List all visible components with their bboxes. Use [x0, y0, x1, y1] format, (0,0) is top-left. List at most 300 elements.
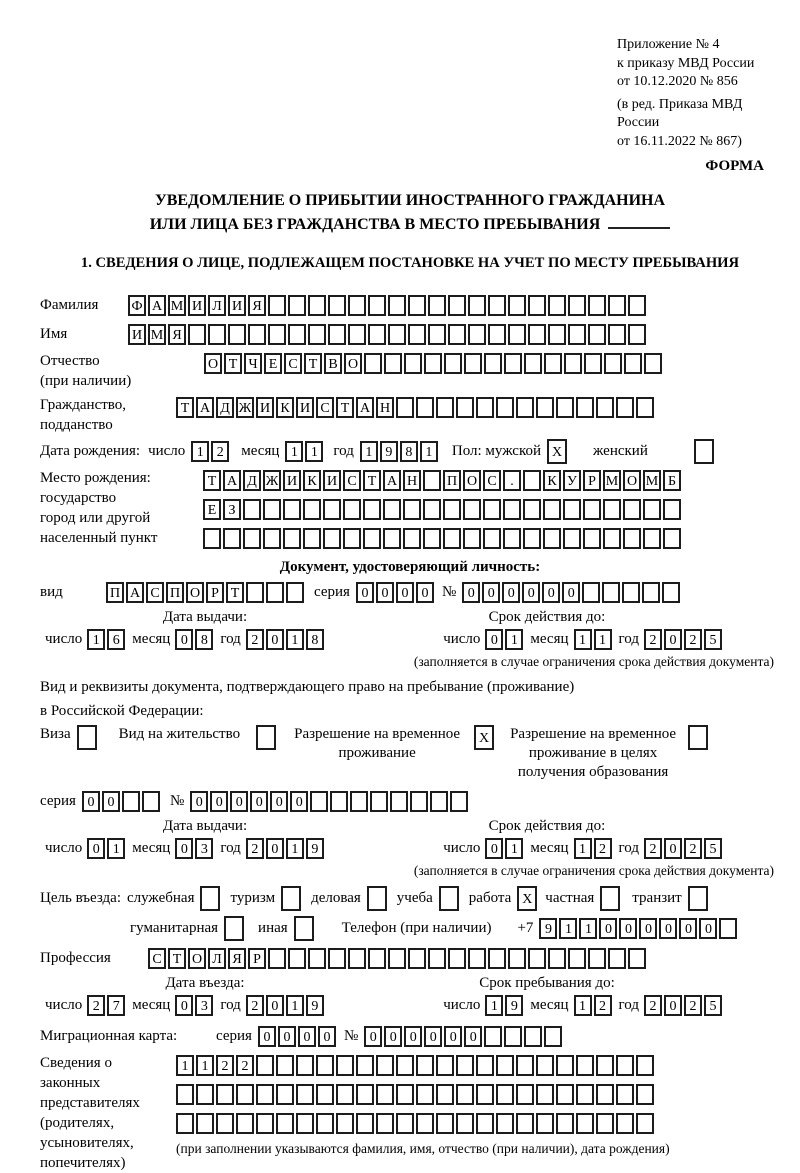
form-cell[interactable] — [603, 499, 621, 520]
form-cell[interactable]: 2 — [684, 838, 702, 859]
form-cell[interactable]: Р — [248, 948, 266, 969]
form-cell[interactable]: И — [256, 397, 274, 418]
form-cell[interactable] — [536, 1113, 554, 1134]
form-cell[interactable]: 1 — [579, 918, 597, 939]
form-cell[interactable] — [556, 397, 574, 418]
form-cell[interactable]: Т — [168, 948, 186, 969]
form-cell[interactable] — [388, 948, 406, 969]
form-cell[interactable]: 1 — [87, 629, 105, 650]
form-cell[interactable] — [296, 1055, 314, 1076]
form-cell[interactable] — [423, 528, 441, 549]
form-cell[interactable] — [356, 1113, 374, 1134]
form-cell[interactable] — [376, 1084, 394, 1105]
form-cell[interactable] — [323, 499, 341, 520]
form-cell[interactable]: 0 — [175, 629, 193, 650]
form-cell[interactable]: С — [343, 470, 361, 491]
form-cell[interactable] — [548, 948, 566, 969]
form-cell[interactable] — [548, 295, 566, 316]
form-cell[interactable] — [608, 948, 626, 969]
form-cell[interactable]: К — [276, 397, 294, 418]
form-cell[interactable] — [404, 353, 422, 374]
form-cell[interactable]: 0 — [230, 791, 248, 812]
form-cell[interactable]: 5 — [704, 629, 722, 650]
form-cell[interactable]: 0 — [416, 582, 434, 603]
form-cell[interactable]: 0 — [250, 791, 268, 812]
form-cell[interactable] — [203, 528, 221, 549]
form-cell[interactable]: А — [383, 470, 401, 491]
form-cell[interactable] — [416, 397, 434, 418]
form-cell[interactable] — [296, 1084, 314, 1105]
form-cell[interactable]: Д — [216, 397, 234, 418]
form-cell[interactable] — [308, 324, 326, 345]
form-cell[interactable] — [568, 948, 586, 969]
form-cell[interactable] — [416, 1055, 434, 1076]
form-cell[interactable] — [556, 1055, 574, 1076]
form-cell[interactable] — [488, 324, 506, 345]
form-cell[interactable]: 0 — [424, 1026, 442, 1047]
form-cell[interactable]: Ж — [236, 397, 254, 418]
form-cell[interactable]: О — [344, 353, 362, 374]
form-cell[interactable] — [323, 528, 341, 549]
form-cell[interactable] — [430, 791, 448, 812]
form-cell[interactable]: 9 — [505, 995, 523, 1016]
form-cell[interactable]: 1 — [286, 629, 304, 650]
form-cell[interactable] — [476, 1084, 494, 1105]
form-cell[interactable]: 0 — [258, 1026, 276, 1047]
form-cell[interactable] — [616, 397, 634, 418]
form-cell[interactable] — [416, 1113, 434, 1134]
form-cell[interactable]: П — [166, 582, 184, 603]
form-cell[interactable]: 2 — [246, 629, 264, 650]
form-cell[interactable] — [602, 582, 620, 603]
form-cell[interactable] — [316, 1084, 334, 1105]
form-cell[interactable]: 0 — [266, 629, 284, 650]
form-cell[interactable]: 0 — [266, 838, 284, 859]
form-cell[interactable]: И — [296, 397, 314, 418]
form-cell[interactable] — [368, 948, 386, 969]
form-cell[interactable] — [256, 1113, 274, 1134]
form-cell[interactable]: 2 — [246, 995, 264, 1016]
form-cell[interactable]: 0 — [210, 791, 228, 812]
form-cell[interactable]: 0 — [464, 1026, 482, 1047]
form-cell[interactable]: 0 — [290, 791, 308, 812]
form-cell[interactable] — [336, 1113, 354, 1134]
form-cell[interactable]: 2 — [246, 838, 264, 859]
form-cell[interactable]: 0 — [175, 838, 193, 859]
form-cell[interactable] — [516, 397, 534, 418]
form-cell[interactable] — [228, 324, 246, 345]
form-cell[interactable] — [436, 397, 454, 418]
form-cell[interactable] — [288, 948, 306, 969]
form-cell[interactable] — [476, 1113, 494, 1134]
form-cell[interactable]: 0 — [542, 582, 560, 603]
form-cell[interactable] — [616, 1113, 634, 1134]
form-cell[interactable] — [628, 324, 646, 345]
form-cell[interactable] — [576, 1084, 594, 1105]
form-cell[interactable]: 2 — [236, 1055, 254, 1076]
form-cell[interactable]: Т — [203, 470, 221, 491]
form-cell[interactable] — [504, 353, 522, 374]
form-cell[interactable] — [348, 295, 366, 316]
form-cell[interactable]: 1 — [286, 995, 304, 1016]
form-cell[interactable] — [484, 1026, 502, 1047]
form-cell[interactable] — [523, 528, 541, 549]
form-cell[interactable]: 0 — [87, 838, 105, 859]
form-cell[interactable]: Я — [248, 295, 266, 316]
form-cell[interactable] — [216, 1113, 234, 1134]
form-cell[interactable] — [616, 1084, 634, 1105]
form-cell[interactable]: Л — [208, 295, 226, 316]
form-cell[interactable] — [524, 1026, 542, 1047]
form-cell[interactable]: 0 — [522, 582, 540, 603]
form-cell[interactable]: 0 — [485, 838, 503, 859]
form-cell[interactable]: 1 — [107, 838, 125, 859]
form-cell[interactable] — [410, 791, 428, 812]
form-cell[interactable] — [448, 948, 466, 969]
form-cell[interactable]: 1 — [574, 629, 592, 650]
form-cell[interactable]: И — [323, 470, 341, 491]
form-cell[interactable]: С — [483, 470, 501, 491]
form-cell[interactable]: Я — [168, 324, 186, 345]
form-cell[interactable] — [424, 353, 442, 374]
form-cell[interactable] — [303, 499, 321, 520]
form-cell[interactable]: 0 — [298, 1026, 316, 1047]
form-cell[interactable]: И — [228, 295, 246, 316]
form-cell[interactable] — [268, 324, 286, 345]
form-cell[interactable]: 1 — [594, 629, 612, 650]
form-cell[interactable] — [448, 295, 466, 316]
form-cell[interactable] — [348, 948, 366, 969]
form-cell[interactable] — [303, 528, 321, 549]
form-cell[interactable] — [281, 886, 301, 911]
form-cell[interactable] — [236, 1113, 254, 1134]
form-cell[interactable] — [544, 353, 562, 374]
form-cell[interactable]: 0 — [102, 791, 120, 812]
form-cell[interactable] — [356, 1055, 374, 1076]
form-cell[interactable]: М — [168, 295, 186, 316]
form-cell[interactable] — [294, 916, 314, 941]
form-cell[interactable] — [444, 353, 462, 374]
form-cell[interactable]: 3 — [195, 995, 213, 1016]
form-cell[interactable] — [476, 397, 494, 418]
form-cell[interactable] — [77, 725, 97, 750]
form-cell[interactable] — [403, 499, 421, 520]
form-cell[interactable] — [616, 1055, 634, 1076]
form-cell[interactable]: 5 — [704, 995, 722, 1016]
form-cell[interactable]: Т — [304, 353, 322, 374]
form-cell[interactable]: С — [148, 948, 166, 969]
form-cell[interactable]: 2 — [216, 1055, 234, 1076]
form-cell[interactable] — [256, 1055, 274, 1076]
form-cell[interactable]: 0 — [462, 582, 480, 603]
form-cell[interactable] — [536, 1055, 554, 1076]
form-cell[interactable] — [582, 582, 600, 603]
form-cell[interactable]: П — [106, 582, 124, 603]
form-cell[interactable]: 0 — [278, 1026, 296, 1047]
form-cell[interactable] — [316, 1055, 334, 1076]
form-cell[interactable]: 1 — [574, 995, 592, 1016]
form-cell[interactable]: 0 — [482, 582, 500, 603]
form-cell[interactable] — [596, 1113, 614, 1134]
form-cell[interactable] — [328, 948, 346, 969]
form-cell[interactable] — [568, 295, 586, 316]
form-cell[interactable] — [588, 324, 606, 345]
form-cell[interactable] — [642, 582, 660, 603]
form-cell[interactable]: Ч — [244, 353, 262, 374]
form-cell[interactable]: 0 — [664, 995, 682, 1016]
form-cell[interactable] — [564, 353, 582, 374]
form-cell[interactable]: 0 — [364, 1026, 382, 1047]
form-cell[interactable] — [600, 886, 620, 911]
form-cell[interactable]: 2 — [644, 838, 662, 859]
form-cell[interactable]: М — [603, 470, 621, 491]
form-cell[interactable]: 9 — [539, 918, 557, 939]
form-cell[interactable]: 0 — [404, 1026, 422, 1047]
form-cell[interactable] — [330, 791, 348, 812]
form-cell[interactable]: 0 — [659, 918, 677, 939]
form-cell[interactable] — [636, 1084, 654, 1105]
form-cell[interactable] — [603, 528, 621, 549]
form-cell[interactable] — [428, 295, 446, 316]
form-cell[interactable]: 0 — [699, 918, 717, 939]
form-cell[interactable] — [524, 353, 542, 374]
form-cell[interactable] — [608, 295, 626, 316]
form-cell[interactable]: 1 — [176, 1055, 194, 1076]
form-cell[interactable] — [516, 1084, 534, 1105]
form-cell[interactable] — [588, 948, 606, 969]
form-cell[interactable]: 1 — [196, 1055, 214, 1076]
form-cell[interactable] — [122, 791, 140, 812]
form-cell[interactable]: 0 — [664, 629, 682, 650]
form-cell[interactable] — [496, 1084, 514, 1105]
form-cell[interactable] — [583, 528, 601, 549]
form-cell[interactable] — [483, 528, 501, 549]
form-cell[interactable]: М — [148, 324, 166, 345]
form-cell[interactable] — [356, 1084, 374, 1105]
form-cell[interactable] — [544, 1026, 562, 1047]
form-cell[interactable]: . — [503, 470, 521, 491]
form-cell[interactable]: 2 — [594, 838, 612, 859]
form-cell[interactable] — [288, 324, 306, 345]
form-cell[interactable] — [266, 582, 284, 603]
form-cell[interactable] — [456, 397, 474, 418]
form-cell[interactable] — [388, 295, 406, 316]
form-cell[interactable] — [363, 528, 381, 549]
form-cell[interactable] — [604, 353, 622, 374]
form-cell[interactable] — [276, 1113, 294, 1134]
form-cell[interactable]: 1 — [191, 441, 209, 462]
form-cell[interactable] — [423, 470, 441, 491]
form-cell[interactable] — [523, 470, 541, 491]
form-cell[interactable]: К — [303, 470, 321, 491]
form-cell[interactable]: З — [223, 499, 241, 520]
form-cell[interactable] — [516, 1113, 534, 1134]
form-cell[interactable]: 0 — [639, 918, 657, 939]
form-cell[interactable] — [176, 1113, 194, 1134]
form-cell[interactable] — [388, 324, 406, 345]
form-cell[interactable]: 1 — [505, 838, 523, 859]
form-cell[interactable]: Т — [363, 470, 381, 491]
form-cell[interactable]: Т — [336, 397, 354, 418]
form-cell[interactable] — [256, 1084, 274, 1105]
form-cell[interactable] — [556, 1084, 574, 1105]
form-cell[interactable] — [256, 725, 276, 750]
form-cell[interactable] — [576, 1055, 594, 1076]
form-cell[interactable] — [246, 582, 264, 603]
form-cell[interactable]: Н — [403, 470, 421, 491]
form-cell[interactable] — [286, 582, 304, 603]
form-cell[interactable] — [223, 528, 241, 549]
form-cell[interactable]: X — [474, 725, 494, 750]
form-cell[interactable] — [288, 295, 306, 316]
form-cell[interactable]: 9 — [380, 441, 398, 462]
form-cell[interactable]: И — [128, 324, 146, 345]
form-cell[interactable] — [396, 1055, 414, 1076]
form-cell[interactable]: Д — [243, 470, 261, 491]
form-cell[interactable]: 0 — [356, 582, 374, 603]
form-cell[interactable] — [596, 1055, 614, 1076]
form-cell[interactable]: П — [443, 470, 461, 491]
form-cell[interactable]: 0 — [270, 791, 288, 812]
form-cell[interactable]: О — [623, 470, 641, 491]
form-cell[interactable] — [644, 353, 662, 374]
form-cell[interactable] — [236, 1084, 254, 1105]
form-cell[interactable]: О — [204, 353, 222, 374]
form-cell[interactable]: 0 — [396, 582, 414, 603]
form-cell[interactable]: Е — [264, 353, 282, 374]
form-cell[interactable] — [688, 725, 708, 750]
form-cell[interactable] — [622, 582, 640, 603]
form-cell[interactable]: 9 — [306, 995, 324, 1016]
form-cell[interactable] — [370, 791, 388, 812]
form-cell[interactable] — [224, 916, 244, 941]
form-cell[interactable] — [516, 1055, 534, 1076]
form-cell[interactable] — [536, 1084, 554, 1105]
form-cell[interactable]: 0 — [318, 1026, 336, 1047]
form-cell[interactable] — [376, 1113, 394, 1134]
form-cell[interactable]: И — [283, 470, 301, 491]
form-cell[interactable]: Р — [206, 582, 224, 603]
form-cell[interactable] — [216, 1084, 234, 1105]
form-cell[interactable] — [464, 353, 482, 374]
form-cell[interactable] — [628, 948, 646, 969]
form-cell[interactable]: X — [547, 439, 567, 464]
form-cell[interactable]: О — [188, 948, 206, 969]
form-cell[interactable] — [643, 528, 661, 549]
form-cell[interactable] — [316, 1113, 334, 1134]
form-cell[interactable] — [543, 499, 561, 520]
form-cell[interactable]: Ж — [263, 470, 281, 491]
form-cell[interactable]: 1 — [559, 918, 577, 939]
form-cell[interactable] — [276, 1055, 294, 1076]
form-cell[interactable]: К — [543, 470, 561, 491]
form-cell[interactable] — [628, 295, 646, 316]
form-cell[interactable] — [596, 397, 614, 418]
form-cell[interactable] — [508, 324, 526, 345]
form-cell[interactable] — [536, 397, 554, 418]
form-cell[interactable]: О — [463, 470, 481, 491]
form-cell[interactable] — [563, 528, 581, 549]
form-cell[interactable] — [263, 499, 281, 520]
form-cell[interactable] — [368, 324, 386, 345]
form-cell[interactable]: 0 — [384, 1026, 402, 1047]
form-cell[interactable]: 2 — [87, 995, 105, 1016]
form-cell[interactable]: 6 — [107, 629, 125, 650]
form-cell[interactable] — [488, 295, 506, 316]
form-cell[interactable] — [503, 499, 521, 520]
form-cell[interactable] — [283, 528, 301, 549]
form-cell[interactable] — [662, 582, 680, 603]
form-cell[interactable]: Т — [224, 353, 242, 374]
form-cell[interactable]: Р — [583, 470, 601, 491]
form-cell[interactable] — [576, 397, 594, 418]
form-cell[interactable] — [576, 1113, 594, 1134]
form-cell[interactable] — [328, 324, 346, 345]
form-cell[interactable]: Л — [208, 948, 226, 969]
form-cell[interactable] — [328, 295, 346, 316]
form-cell[interactable]: 8 — [195, 629, 213, 650]
form-cell[interactable]: 1 — [305, 441, 323, 462]
form-cell[interactable]: 0 — [190, 791, 208, 812]
form-cell[interactable]: 0 — [266, 995, 284, 1016]
form-cell[interactable] — [436, 1084, 454, 1105]
form-cell[interactable]: А — [148, 295, 166, 316]
form-cell[interactable] — [456, 1055, 474, 1076]
form-cell[interactable] — [403, 528, 421, 549]
form-cell[interactable] — [694, 439, 714, 464]
form-cell[interactable] — [496, 1113, 514, 1134]
form-cell[interactable]: 8 — [400, 441, 418, 462]
form-cell[interactable] — [556, 1113, 574, 1134]
form-cell[interactable]: 0 — [444, 1026, 462, 1047]
form-cell[interactable] — [636, 397, 654, 418]
form-cell[interactable] — [350, 791, 368, 812]
form-cell[interactable] — [200, 886, 220, 911]
form-cell[interactable] — [408, 324, 426, 345]
form-cell[interactable]: 7 — [107, 995, 125, 1016]
form-cell[interactable] — [623, 499, 641, 520]
form-cell[interactable] — [608, 324, 626, 345]
form-cell[interactable] — [343, 528, 361, 549]
form-cell[interactable] — [443, 528, 461, 549]
form-cell[interactable] — [596, 1084, 614, 1105]
form-cell[interactable]: С — [316, 397, 334, 418]
form-cell[interactable]: Т — [226, 582, 244, 603]
form-cell[interactable] — [504, 1026, 522, 1047]
form-cell[interactable] — [248, 324, 266, 345]
form-cell[interactable] — [508, 295, 526, 316]
form-cell[interactable] — [484, 353, 502, 374]
form-cell[interactable] — [364, 353, 382, 374]
form-cell[interactable]: О — [186, 582, 204, 603]
form-cell[interactable] — [390, 791, 408, 812]
form-cell[interactable] — [363, 499, 381, 520]
form-cell[interactable] — [463, 499, 481, 520]
form-cell[interactable]: Е — [203, 499, 221, 520]
form-cell[interactable] — [376, 1055, 394, 1076]
form-cell[interactable] — [336, 1055, 354, 1076]
form-cell[interactable] — [408, 295, 426, 316]
form-cell[interactable] — [636, 1055, 654, 1076]
form-cell[interactable] — [408, 948, 426, 969]
form-cell[interactable] — [396, 1084, 414, 1105]
form-cell[interactable] — [548, 324, 566, 345]
form-cell[interactable]: 1 — [286, 838, 304, 859]
form-cell[interactable] — [176, 1084, 194, 1105]
form-cell[interactable]: 9 — [306, 838, 324, 859]
form-cell[interactable] — [496, 397, 514, 418]
form-cell[interactable] — [423, 499, 441, 520]
